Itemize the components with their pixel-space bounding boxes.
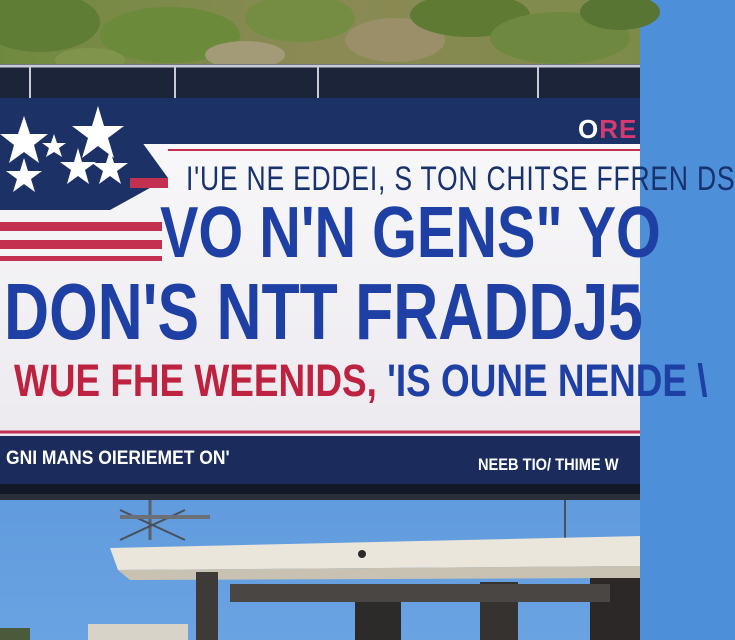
billboard-line-3-blue: 'IS OUNE NENDE \ xyxy=(387,355,708,406)
billboard-footer-right: NEEB TIO/ THIME W xyxy=(478,455,619,474)
billboard-footer-left: GNI MANS OIERIEMET ON' xyxy=(6,448,230,469)
billboard-headline-1: VO N'N GENS" YO xyxy=(160,193,661,273)
corner-tag-rest: RE xyxy=(599,114,638,144)
billboard-headline-2: DON'S NTT FRADDJ5 xyxy=(4,267,643,356)
billboard-top-frame xyxy=(0,64,640,100)
billboard-line-3 xyxy=(14,355,708,406)
billboard-top-line: I'UE NE EDDEI, S TON CHITSE FFREN DS xyxy=(186,160,735,198)
billboard-line-3-red: WUE FHE WEENIDS, xyxy=(14,355,388,406)
corner-tag-first: O xyxy=(578,114,600,144)
corner-tag xyxy=(578,116,637,142)
building xyxy=(88,624,188,640)
